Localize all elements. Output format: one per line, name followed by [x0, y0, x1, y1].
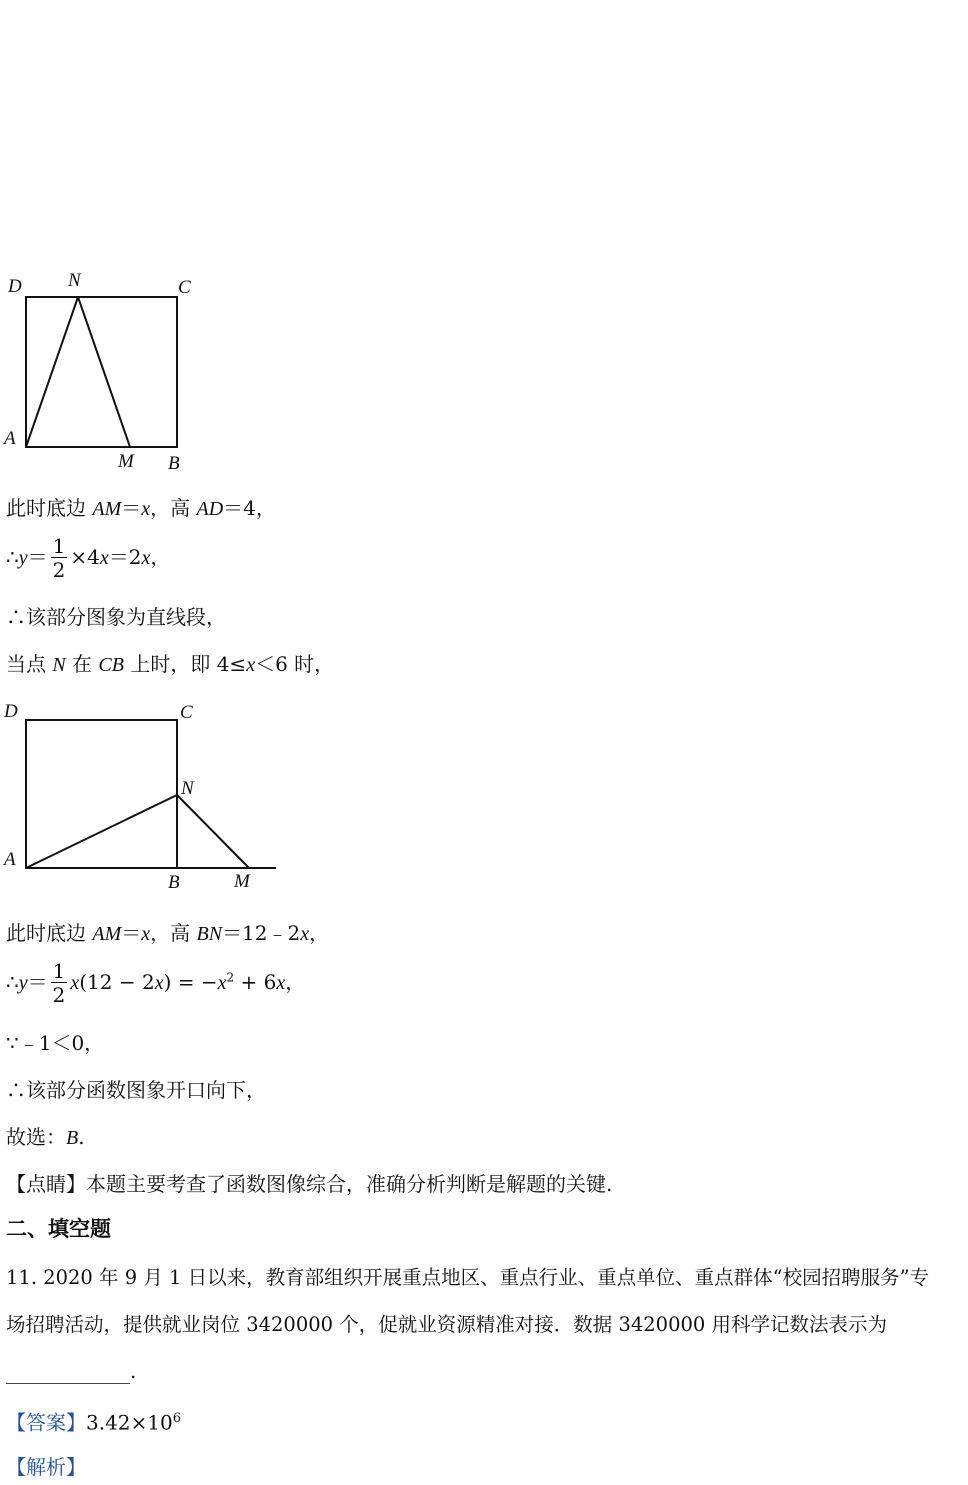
question11-line1: 11. 2020 年 9 月 1 日以来，教育部组织开展重点地区、重点行业、重点单位、重点群体“校园招聘服务”专: [6, 1266, 930, 1289]
label-a: A: [4, 849, 16, 870]
fraction-half: $\frac{1}{2}$: [52, 959, 66, 1007]
label-n: N: [181, 778, 194, 799]
choice-line: 故选：B.: [6, 1125, 85, 1149]
label-n: N: [68, 270, 81, 291]
case2-formula: ∴y＝ $\frac{1}{2}$ $x(12 - 2x) = -x^2 + 6x$，: [6, 959, 306, 1007]
comment-line: 【点睛】本题主要考查了函数图像综合，准确分析判断是解题的关键.: [6, 1172, 613, 1196]
label-c: C: [180, 702, 193, 723]
label-b: B: [168, 872, 180, 893]
case2-line4: ∴该部分函数图象开口向下，: [6, 1078, 266, 1102]
figure-square-triangle-1: [0, 262, 210, 477]
label-c: C: [178, 277, 191, 298]
answer-blank[interactable]: [6, 1365, 130, 1384]
label-d: D: [8, 276, 22, 297]
label-m: M: [234, 871, 250, 892]
analysis-label: 【解析】: [6, 1455, 86, 1479]
answer-line: 【答案】$3.42\times 10^6$: [6, 1410, 182, 1435]
case1-line3: ∴该部分图象为直线段，: [6, 605, 226, 629]
label-a: A: [4, 428, 16, 449]
answer-blank-line: .: [6, 1358, 136, 1384]
case2-line1: 此时底边 AM＝x，高 BN＝12﹣2x，: [6, 921, 330, 945]
case1-formula: ∴y＝ $\frac{1}{2}$ ×4x＝2x，: [6, 534, 171, 582]
figure-square-triangle-2: [0, 695, 290, 900]
question11-line2: 场招聘活动，提供就业岗位 3420000 个，促就业资源精准对接．数据 3420000 用科学记数法表示为: [6, 1313, 887, 1336]
case2-intro: 当点 N 在 CB 上时，即 4≤x＜6 时，: [6, 652, 335, 676]
label-d: D: [4, 701, 18, 722]
case1-line1: 此时底边 AM＝x，高 AD＝4，: [6, 496, 276, 520]
section-title: 二、填空题: [6, 1217, 111, 1241]
fraction-half: $\frac{1}{2}$: [52, 534, 66, 582]
answer-label: 【答案】: [6, 1410, 86, 1435]
label-b: B: [168, 453, 180, 474]
label-m: M: [118, 451, 134, 472]
case2-line3: ∵﹣1＜0，: [6, 1031, 105, 1055]
answer-value: 3.42×10: [86, 1410, 173, 1435]
